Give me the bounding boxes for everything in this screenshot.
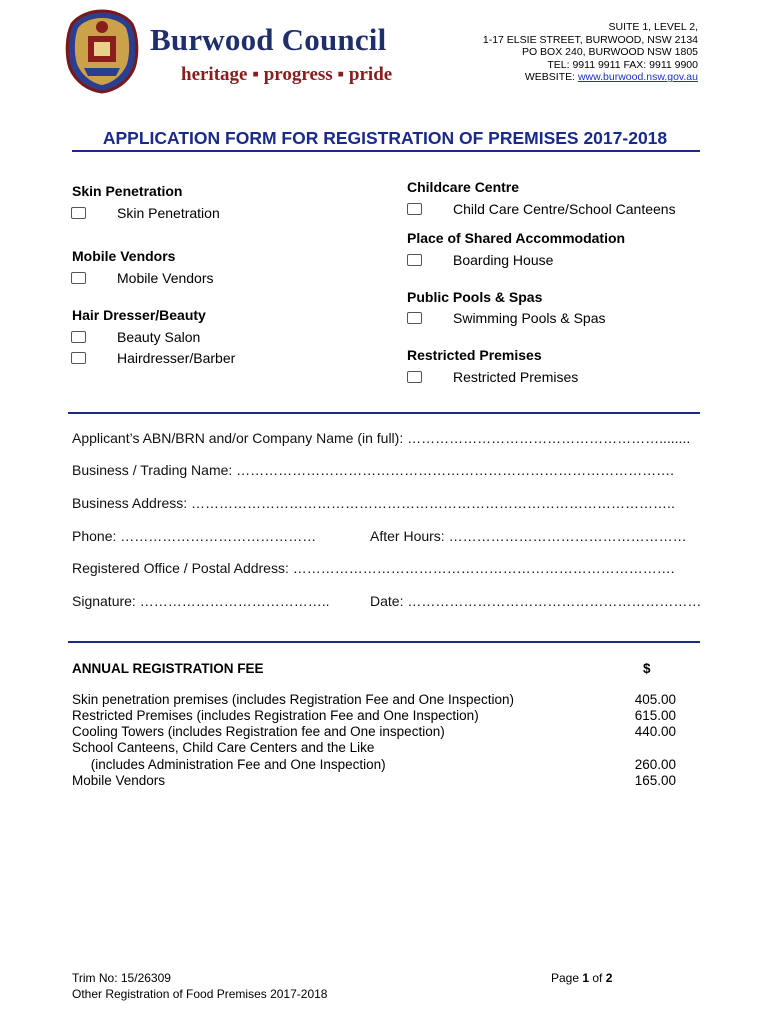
title-divider (72, 150, 700, 152)
option-beauty-salon[interactable] (71, 329, 200, 345)
fee-section-heading: ANNUAL REGISTRATION FEE (72, 661, 264, 676)
option-hairdresser-barber[interactable] (71, 350, 235, 366)
fee-row-label: (includes Administration Fee and One Inspection) (72, 757, 386, 772)
fee-row-label: Skin penetration premises (includes Registration Fee and One Inspection) (72, 692, 514, 707)
checkbox[interactable] (71, 331, 86, 343)
fee-row-label: Mobile Vendors (72, 773, 166, 788)
option-restricted-premises[interactable] (407, 369, 578, 385)
address-line: 1-17 ELSIE STREET, BURWOOD, NSW 2134 (482, 33, 698, 46)
checkbox[interactable] (407, 371, 422, 383)
website-link[interactable]: www.burwood.nsw.gov.au (577, 71, 698, 84)
option-swimming-pools-spas[interactable] (407, 310, 606, 326)
option-label: Swimming Pools & Spas (453, 310, 606, 326)
option-label: Boarding House (453, 252, 554, 268)
website-line (483, 71, 698, 84)
option-label: Child Care Centre/School Canteens (453, 201, 676, 217)
website-label: WEBSITE: (524, 71, 578, 84)
category-heading-hair-dresser-beauty: Hair Dresser/Beauty (72, 307, 206, 323)
section-divider (68, 412, 700, 414)
option-label: Beauty Salon (117, 329, 201, 345)
fee-currency-header: $ (643, 661, 651, 676)
option-label: Hairdresser/Barber (117, 350, 236, 366)
category-heading-childcare-centre: Childcare Centre (407, 179, 520, 195)
option-mobile-vendors[interactable] (71, 270, 214, 286)
brand-tagline: heritage ▪ progress ▪ pride (181, 64, 393, 85)
fee-row-label: School Canteens, Child Care Centers and the Like (72, 740, 375, 755)
category-heading-public-pools-spas: Public Pools & Spas (407, 289, 543, 305)
category-heading-restricted-premises: Restricted Premises (407, 347, 542, 363)
address-line: TEL: 9911 9911 FAX: 9911 9900 (547, 58, 698, 71)
checkbox[interactable] (71, 207, 86, 219)
trim-number: Trim No: 15/26309 (72, 971, 171, 985)
option-label: Skin Penetration (117, 205, 220, 221)
fee-row-amount: 165.00 (634, 773, 676, 788)
business-address-field[interactable]: Business Address: ………………………………………………………………………………………….. (72, 495, 675, 511)
option-boarding-house[interactable] (407, 252, 553, 268)
option-label: Restricted Premises (453, 369, 579, 385)
page-mid: of (589, 971, 606, 985)
fee-row-amount: 615.00 (634, 708, 676, 723)
checkbox[interactable] (407, 203, 422, 215)
category-heading-skin-penetration: Skin Penetration (72, 183, 183, 199)
council-address-block (483, 21, 698, 84)
fee-row-amount: 405.00 (634, 692, 676, 707)
checkbox[interactable] (407, 254, 422, 266)
address-line: SUITE 1, LEVEL 2, (608, 21, 698, 33)
abn-company-field[interactable]: Applicant’s ABN/BRN and/or Company Name (in full): ………………………………………………........ (72, 430, 691, 446)
brand-name: Burwood Council (150, 22, 387, 57)
document-name: Other Registration of Food Premises 2017-2018 (72, 987, 328, 1001)
address-line: PO BOX 240, BURWOOD NSW 1805 (521, 46, 698, 59)
trading-name-field[interactable]: Business / Trading Name: …………………………………………………………………………………. (72, 462, 675, 478)
date-field[interactable]: Date: ……………………………………………………… (370, 593, 702, 609)
option-child-care-centre[interactable] (407, 201, 676, 217)
phone-field[interactable]: Phone: …………………………………… (72, 528, 317, 544)
fee-row-amount: 440.00 (634, 724, 676, 739)
section-divider (68, 641, 700, 643)
checkbox[interactable] (71, 272, 86, 284)
registered-office-field[interactable]: Registered Office / Postal Address: ………………………………………………………………………. (72, 560, 675, 576)
after-hours-field[interactable]: After Hours: …………………………………………… (370, 528, 687, 544)
fee-row-label: Cooling Towers (includes Registration fee and One inspection) (72, 724, 445, 739)
page-prefix: Page (551, 971, 583, 985)
council-crest-logo (64, 8, 140, 94)
signature-field[interactable]: Signature: ………………………………….. (72, 593, 330, 609)
page-number (551, 970, 612, 986)
option-skin-penetration[interactable] (71, 205, 220, 221)
form-title: APPLICATION FORM FOR REGISTRATION OF PREMISES 2017-2018 (102, 128, 668, 148)
page-total: 2 (605, 971, 613, 985)
category-heading-shared-accommodation: Place of Shared Accommodation (407, 230, 626, 246)
checkbox[interactable] (407, 312, 422, 324)
fee-row-amount: 260.00 (634, 757, 676, 772)
fee-row-label: Restricted Premises (includes Registration Fee and One Inspection) (72, 708, 479, 723)
checkbox[interactable] (71, 352, 86, 364)
category-heading-mobile-vendors: Mobile Vendors (72, 248, 176, 264)
option-label: Mobile Vendors (117, 270, 214, 286)
page-current: 1 (582, 971, 590, 985)
